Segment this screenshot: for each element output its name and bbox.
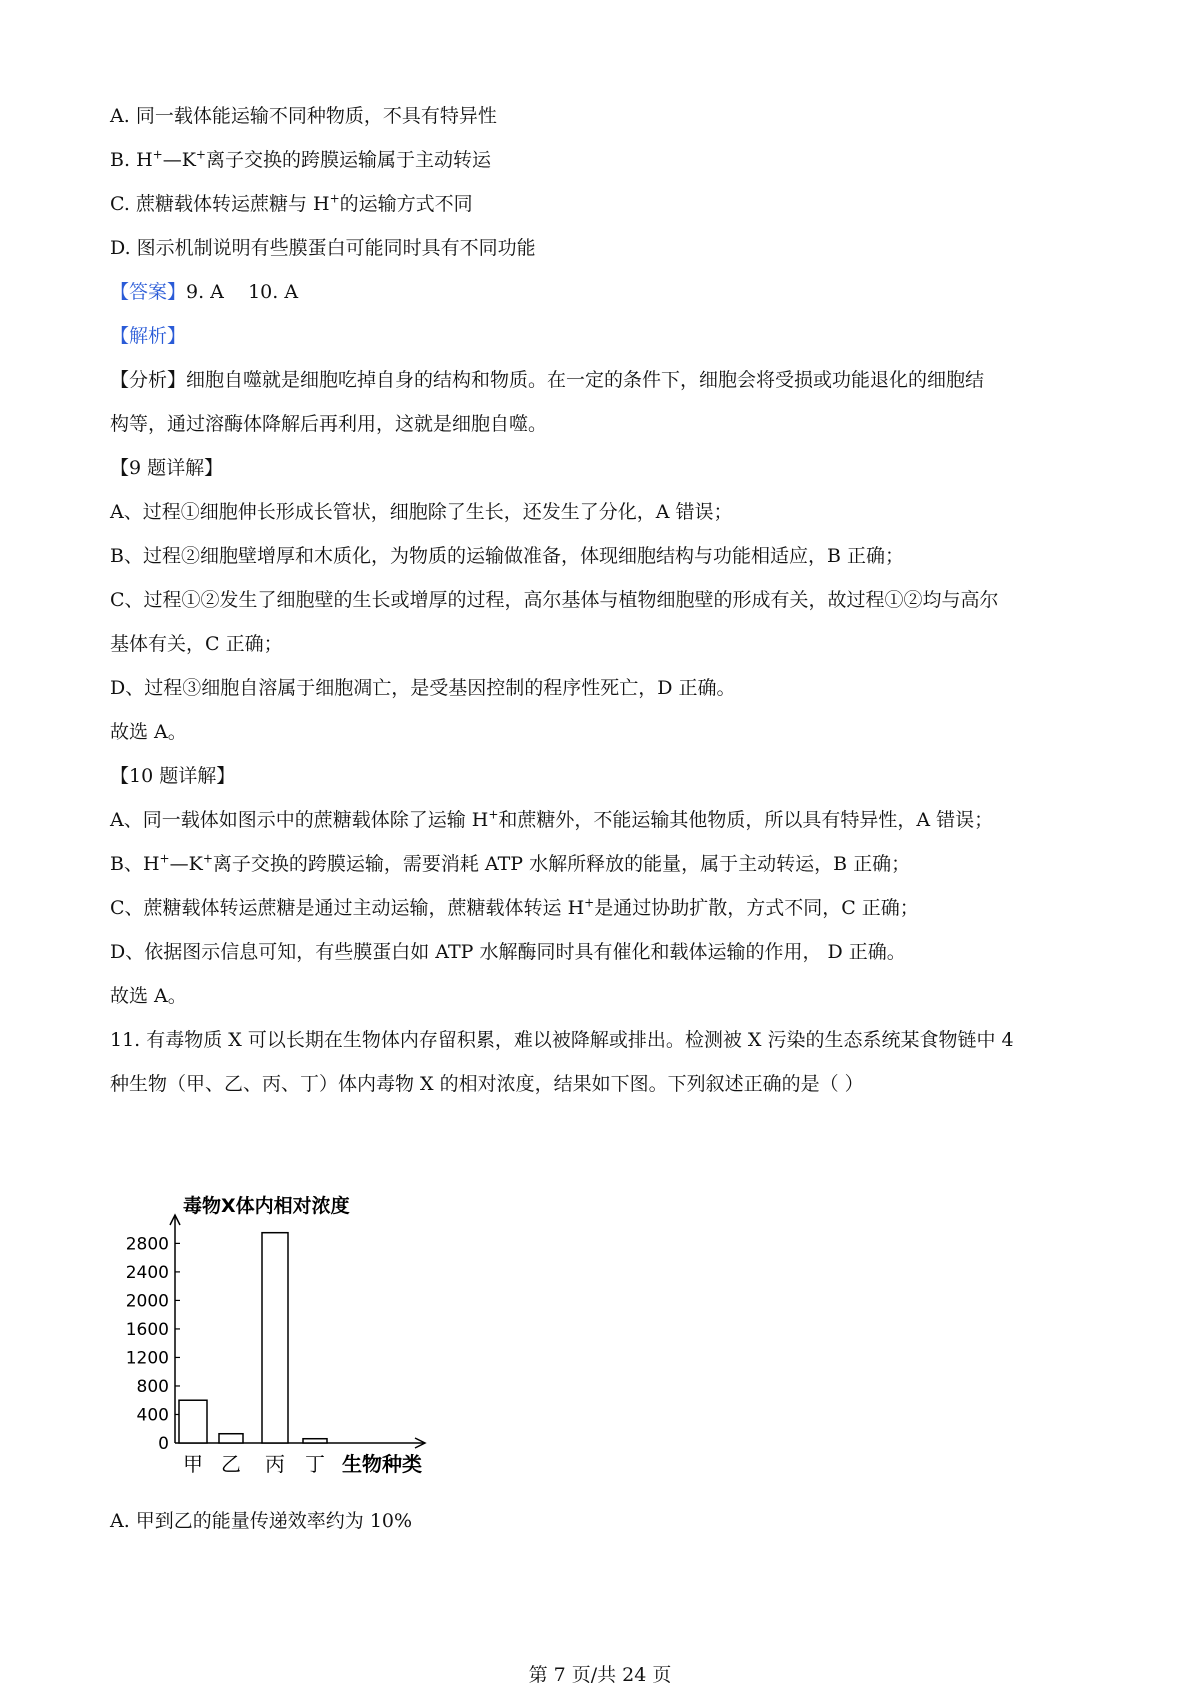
y-tick-label: 2400 — [125, 1262, 169, 1283]
answer-label: 【答案】 — [110, 281, 187, 303]
x-tick-label: 甲 — [183, 1452, 203, 1476]
q10-c: C、蔗糖载体转运蔗糖是通过主动运输，蔗糖载体转运 H+是通过协助扩散，方式不同，C 正确； — [110, 895, 919, 919]
q11-line-1: 11. 有毒物质 X 可以长期在生物体内存留积累，难以被降解或排出。检测被 X 污染的生态系统某食物链中 4 — [110, 1029, 1014, 1051]
y-tick-label: 1600 — [125, 1319, 169, 1340]
q9-title: 【9 题详解】 — [110, 457, 224, 479]
q10-b: B、H+—K+离子交换的跨膜运输，需要消耗 ATP 水解所释放的能量，属于主动转运，B 正确； — [110, 851, 911, 875]
analysis-line-1: 【分析】细胞自噬就是细胞吃掉自身的结构和物质。在一定的条件下，细胞会将受损或功能退化的细胞结 — [110, 369, 985, 391]
q9-a: A、过程①细胞伸长形成长管状，细胞除了生长，还发生了分化，A 错误； — [110, 501, 733, 523]
analysis-label: 【解析】 — [110, 325, 187, 347]
analysis-line-2: 构等，通过溶酶体降解后再利用，这就是细胞自噬。 — [110, 413, 548, 435]
q9-d: D、过程③细胞自溶属于细胞凋亡，是受基因控制的程序性死亡，D 正确。 — [110, 677, 736, 699]
answer-items: 9. A 10. A — [186, 281, 299, 303]
bar-2 — [219, 1434, 243, 1443]
q9-c2: 基体有关，C 正确； — [110, 633, 283, 655]
q10-title: 【10 题详解】 — [110, 765, 236, 787]
q9-c1: C、过程①②发生了细胞壁的生长或增厚的过程，高尔基体与植物细胞壁的形成有关，故过程①②均与高尔 — [110, 589, 999, 611]
q9-conclusion: 故选 A。 — [110, 721, 187, 743]
q9-b: B、过程②细胞壁增厚和木质化，为物质的运输做准备，体现细胞结构与功能相适应，B 正确； — [110, 545, 904, 567]
q11-line-2: 种生物（甲、乙、丙、丁）体内毒物 X 的相对浓度，结果如下图。下列叙述正确的是（ ） — [110, 1073, 864, 1095]
y-tick-label: 2800 — [125, 1234, 169, 1255]
bar-3 — [262, 1233, 288, 1443]
x-axis-label: 生物种类 — [342, 1452, 422, 1476]
option-a: A. 同一载体能运输不同种物质，不具有特异性 — [110, 105, 497, 127]
bar-chart — [110, 1190, 470, 1490]
y-tick-label: 2000 — [125, 1291, 169, 1312]
x-tick-label: 乙 — [221, 1452, 241, 1476]
q11-option-a: A. 甲到乙的能量传递效率约为 10% — [110, 1510, 413, 1532]
option-d: D. 图示机制说明有些膜蛋白可能同时具有不同功能 — [110, 237, 536, 259]
y-tick-label: 400 — [136, 1405, 169, 1426]
option-b: B. H+—K+离子交换的跨膜运输属于主动转运 — [110, 147, 491, 171]
x-tick-label: 丁 — [305, 1452, 325, 1476]
page-footer: 第 7 页/共 24 页 — [528, 1664, 672, 1686]
y-tick-label: 800 — [136, 1376, 169, 1397]
q10-d: D、依据图示信息可知，有些膜蛋白如 ATP 水解酶同时具有催化和载体运输的作用， D 正确。 — [110, 941, 906, 963]
y-tick-label: 1200 — [125, 1348, 169, 1369]
y-tick-label: 0 — [158, 1434, 169, 1454]
q10-conclusion: 故选 A。 — [110, 985, 187, 1007]
answer-line — [110, 279, 298, 305]
y-axis-label: 毒物X体内相对浓度 — [183, 1195, 350, 1217]
q10-a: A、同一载体如图示中的蔗糖载体除了运输 H+和蔗糖外，不能运输其他物质，所以具有特异性，A 错误； — [110, 807, 994, 831]
x-tick-label: 丙 — [265, 1452, 285, 1476]
bar-1 — [179, 1400, 207, 1443]
option-c: C. 蔗糖载体转运蔗糖与 H+的运输方式不同 — [110, 191, 473, 215]
bar-4 — [303, 1439, 327, 1443]
